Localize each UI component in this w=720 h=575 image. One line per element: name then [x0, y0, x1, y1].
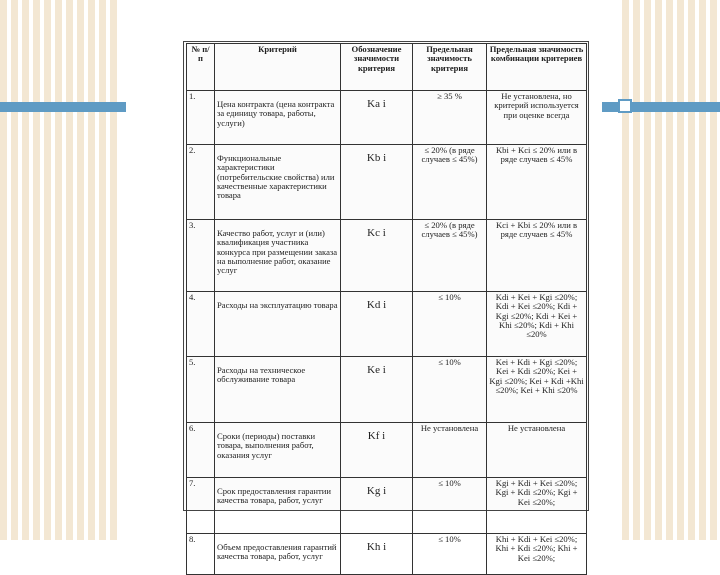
row-combination: Не установлена, но критерий используется при оценке всегда [487, 91, 587, 145]
row-combination: Не установлена [487, 423, 587, 478]
row-limit: ≤ 10% [413, 357, 487, 423]
table-header-row [187, 44, 587, 91]
table-row [187, 220, 587, 292]
row-num: 2. [187, 145, 215, 220]
row-limit: Не установлена [413, 423, 487, 478]
row-num: 8. [187, 534, 215, 575]
table-row [187, 357, 587, 423]
row-combination: Kci + Kbi ≤ 20% или в ряде случаев ≤ 45% [487, 220, 587, 292]
row-symbol: Kg i [341, 478, 413, 534]
header-num: № п/п [187, 44, 215, 91]
table-row [187, 423, 587, 478]
row-combination: Kdi + Kei + Kgi ≤20%; Kdi + Kei ≤20%; Kdi + Kgi ≤20%; Kdi + Kei + Khi ≤20%; Kdi + Khi ≤20% [487, 292, 587, 357]
criteria-table [186, 43, 587, 575]
row-limit: ≤ 20% (в ряде случаев ≤ 45%) [413, 220, 487, 292]
row-combination: Khi + Kdi + Kei ≤20%; Khi + Kdi ≤20%; Khi + Kei ≤20%; [487, 534, 587, 575]
row-num: 7. [187, 478, 215, 534]
row-symbol: Ka i [341, 91, 413, 145]
row-limit: ≤ 10% [413, 478, 487, 534]
accent-square-icon [618, 99, 632, 113]
row-limit: ≤ 20% (в ряде случаев ≤ 45%) [413, 145, 487, 220]
row-symbol: Kc i [341, 220, 413, 292]
row-criterion: Качество работ, услуг и (или) квалификация участника конкурса при размещении заказа на выполнение работ, оказание услуг [215, 220, 341, 292]
table-row [187, 91, 587, 145]
row-criterion: Расходы на техническое обслуживание товара [215, 357, 341, 423]
row-symbol: Kh i [341, 534, 413, 575]
row-limit: ≥ 35 % [413, 91, 487, 145]
row-combination: Kbi + Kci ≤ 20% или в ряде случаев ≤ 45% [487, 145, 587, 220]
row-limit: ≤ 10% [413, 534, 487, 575]
row-symbol: Kf i [341, 423, 413, 478]
left-stripe-panel [0, 0, 118, 540]
row-symbol: Kd i [341, 292, 413, 357]
table-row [187, 478, 587, 534]
header-symbol: Обозначение значимости критерия [341, 44, 413, 91]
header-combination: Предельная значимость комбинации критериев [487, 44, 587, 91]
row-limit: ≤ 10% [413, 292, 487, 357]
header-criterion: Критерий [215, 44, 341, 91]
header-limit: Предельная значимость критерия [413, 44, 487, 91]
row-criterion: Сроки (периоды) поставки товара, выполнения работ, оказания услуг [215, 423, 341, 478]
row-num: 5. [187, 357, 215, 423]
row-num: 6. [187, 423, 215, 478]
right-stripe-panel [622, 0, 720, 540]
row-num: 1. [187, 91, 215, 145]
row-criterion: Цена контракта (цена контракта за единицу товара, работы, услуги) [215, 91, 341, 145]
row-num: 3. [187, 220, 215, 292]
row-combination: Kgi + Kdi + Kei ≤20%; Kgi + Kdi ≤20%; Kgi + Kei ≤20%; [487, 478, 587, 534]
table-row [187, 292, 587, 357]
row-criterion: Объем предоставления гарантий качества товара, работ, услуг [215, 534, 341, 575]
row-symbol: Ke i [341, 357, 413, 423]
table-row [187, 145, 587, 220]
row-criterion: Функциональные характеристики (потребительские свойства) или качественные характеристики товара [215, 145, 341, 220]
row-symbol: Kb i [341, 145, 413, 220]
row-criterion: Расходы на эксплуатацию товара [215, 292, 341, 357]
row-criterion: Срок предоставления гарантии качества товара, работ, услуг [215, 478, 341, 534]
left-accent-bar [0, 102, 126, 112]
row-num: 4. [187, 292, 215, 357]
row-combination: Kei + Kdi + Kgi ≤20%; Kei + Kdi ≤20%; Kei + Kgi ≤20%; Kei + Kdi +Khi ≤20%; Kei + Khi ≤20% [487, 357, 587, 423]
